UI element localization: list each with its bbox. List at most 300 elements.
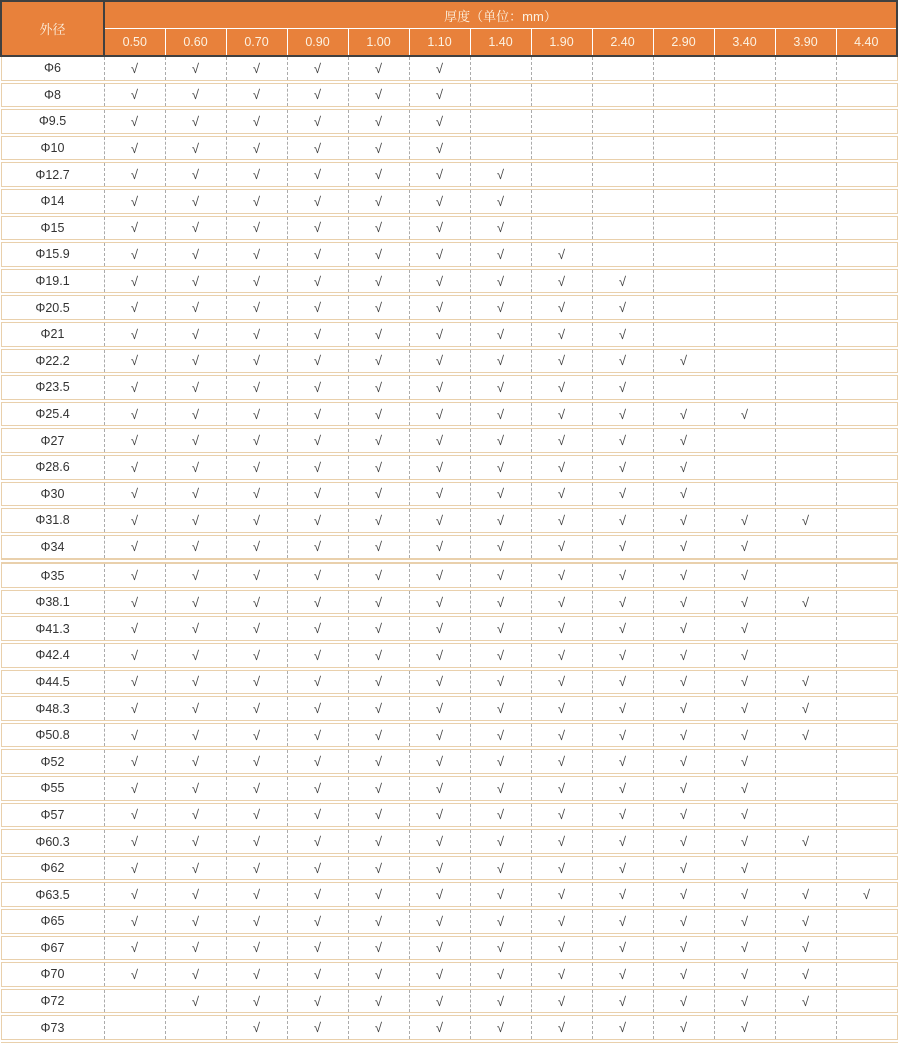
diameter-label: Φ34 <box>1 534 104 562</box>
availability-check-cell: √ <box>287 56 348 82</box>
availability-check-cell: √ <box>165 828 226 855</box>
availability-empty-cell <box>592 135 653 162</box>
thickness-column-header: 3.90 <box>775 29 836 57</box>
thickness-column-header: 2.40 <box>592 29 653 57</box>
availability-empty-cell <box>714 427 775 454</box>
availability-check-cell: √ <box>104 241 165 268</box>
availability-check-cell: √ <box>409 241 470 268</box>
availability-check-cell: √ <box>348 188 409 215</box>
availability-empty-cell <box>714 374 775 401</box>
availability-check-cell: √ <box>714 561 775 589</box>
availability-check-cell: √ <box>470 828 531 855</box>
availability-empty-cell <box>592 161 653 188</box>
availability-check-cell: √ <box>409 534 470 562</box>
availability-empty-cell <box>836 268 897 295</box>
availability-empty-cell <box>714 135 775 162</box>
availability-empty-cell <box>836 215 897 242</box>
availability-check-cell: √ <box>104 135 165 162</box>
availability-check-cell: √ <box>226 642 287 669</box>
availability-check-cell: √ <box>348 108 409 135</box>
diameter-label: Φ15.9 <box>1 241 104 268</box>
availability-check-cell: √ <box>165 215 226 242</box>
table-row <box>1 961 897 988</box>
availability-empty-cell <box>775 268 836 295</box>
availability-check-cell: √ <box>531 1014 592 1041</box>
availability-check-cell: √ <box>348 695 409 722</box>
availability-check-cell: √ <box>409 855 470 882</box>
availability-check-cell: √ <box>348 748 409 775</box>
availability-empty-cell <box>592 82 653 109</box>
availability-empty-cell <box>836 481 897 508</box>
availability-check-cell: √ <box>592 401 653 428</box>
availability-check-cell: √ <box>226 427 287 454</box>
availability-check-cell: √ <box>165 108 226 135</box>
table-row <box>1 454 897 481</box>
availability-check-cell: √ <box>287 401 348 428</box>
availability-empty-cell <box>775 401 836 428</box>
availability-check-cell: √ <box>287 454 348 481</box>
availability-check-cell: √ <box>470 589 531 616</box>
availability-check-cell: √ <box>165 82 226 109</box>
availability-check-cell: √ <box>165 722 226 749</box>
availability-check-cell: √ <box>226 775 287 802</box>
availability-empty-cell <box>714 241 775 268</box>
availability-empty-cell <box>775 534 836 562</box>
availability-check-cell: √ <box>226 589 287 616</box>
availability-check-cell: √ <box>104 881 165 908</box>
availability-check-cell: √ <box>409 108 470 135</box>
availability-check-cell: √ <box>653 722 714 749</box>
availability-check-cell: √ <box>287 427 348 454</box>
availability-check-cell: √ <box>104 589 165 616</box>
availability-check-cell: √ <box>653 561 714 589</box>
availability-check-cell: √ <box>348 1014 409 1041</box>
availability-check-cell: √ <box>409 775 470 802</box>
availability-check-cell: √ <box>470 241 531 268</box>
diameter-label: Φ38.1 <box>1 589 104 616</box>
table-row <box>1 161 897 188</box>
availability-check-cell: √ <box>470 427 531 454</box>
availability-check-cell: √ <box>104 748 165 775</box>
availability-check-cell: √ <box>104 268 165 295</box>
diameter-label: Φ63.5 <box>1 881 104 908</box>
availability-check-cell: √ <box>714 695 775 722</box>
availability-check-cell: √ <box>775 881 836 908</box>
availability-check-cell: √ <box>775 961 836 988</box>
availability-check-cell: √ <box>531 427 592 454</box>
availability-check-cell: √ <box>165 748 226 775</box>
availability-check-cell: √ <box>653 775 714 802</box>
availability-check-cell: √ <box>165 642 226 669</box>
availability-empty-cell <box>775 454 836 481</box>
availability-empty-cell <box>714 294 775 321</box>
diameter-label: Φ12.7 <box>1 161 104 188</box>
availability-check-cell: √ <box>348 534 409 562</box>
availability-check-cell: √ <box>409 268 470 295</box>
availability-check-cell: √ <box>226 135 287 162</box>
availability-check-cell: √ <box>287 855 348 882</box>
availability-check-cell: √ <box>714 988 775 1015</box>
availability-check-cell: √ <box>592 855 653 882</box>
availability-empty-cell <box>714 56 775 82</box>
thickness-column-header: 1.40 <box>470 29 531 57</box>
thickness-column-header: 2.90 <box>653 29 714 57</box>
availability-empty-cell <box>592 241 653 268</box>
availability-check-cell: √ <box>165 374 226 401</box>
diameter-column-header: 外径 <box>1 1 104 56</box>
availability-check-cell: √ <box>592 961 653 988</box>
availability-check-cell: √ <box>348 135 409 162</box>
availability-check-cell: √ <box>714 669 775 696</box>
availability-empty-cell <box>775 108 836 135</box>
availability-check-cell: √ <box>348 348 409 375</box>
availability-check-cell: √ <box>104 374 165 401</box>
availability-check-cell: √ <box>653 988 714 1015</box>
availability-check-cell: √ <box>104 908 165 935</box>
availability-check-cell: √ <box>226 294 287 321</box>
availability-empty-cell <box>775 82 836 109</box>
availability-check-cell: √ <box>653 828 714 855</box>
availability-check-cell: √ <box>287 828 348 855</box>
availability-check-cell: √ <box>470 481 531 508</box>
availability-check-cell: √ <box>165 935 226 962</box>
diameter-label: Φ73 <box>1 1014 104 1041</box>
availability-check-cell: √ <box>287 908 348 935</box>
availability-check-cell: √ <box>104 802 165 829</box>
availability-check-cell: √ <box>470 1014 531 1041</box>
availability-check-cell: √ <box>287 268 348 295</box>
availability-empty-cell <box>775 135 836 162</box>
availability-check-cell: √ <box>348 561 409 589</box>
availability-check-cell: √ <box>409 294 470 321</box>
availability-check-cell: √ <box>287 881 348 908</box>
availability-check-cell: √ <box>592 802 653 829</box>
availability-check-cell: √ <box>165 241 226 268</box>
availability-check-cell: √ <box>104 695 165 722</box>
availability-check-cell: √ <box>104 561 165 589</box>
availability-check-cell: √ <box>409 507 470 534</box>
availability-empty-cell <box>775 561 836 589</box>
availability-check-cell: √ <box>287 775 348 802</box>
availability-check-cell: √ <box>287 82 348 109</box>
table-row <box>1 427 897 454</box>
availability-empty-cell <box>592 56 653 82</box>
availability-empty-cell <box>531 108 592 135</box>
availability-check-cell: √ <box>470 188 531 215</box>
availability-empty-cell <box>775 642 836 669</box>
availability-check-cell: √ <box>287 161 348 188</box>
availability-check-cell: √ <box>592 374 653 401</box>
diameter-label: Φ35 <box>1 561 104 589</box>
table-row <box>1 268 897 295</box>
availability-check-cell: √ <box>714 507 775 534</box>
table-row <box>1 881 897 908</box>
availability-check-cell: √ <box>226 908 287 935</box>
availability-check-cell: √ <box>348 775 409 802</box>
availability-check-cell: √ <box>531 348 592 375</box>
availability-check-cell: √ <box>348 881 409 908</box>
availability-check-cell: √ <box>226 722 287 749</box>
availability-empty-cell <box>714 161 775 188</box>
availability-check-cell: √ <box>287 108 348 135</box>
availability-check-cell: √ <box>348 722 409 749</box>
availability-check-cell: √ <box>592 988 653 1015</box>
availability-empty-cell <box>775 855 836 882</box>
thickness-column-header: 3.40 <box>714 29 775 57</box>
availability-check-cell: √ <box>287 748 348 775</box>
availability-check-cell: √ <box>287 507 348 534</box>
availability-check-cell: √ <box>226 321 287 348</box>
availability-check-cell: √ <box>531 775 592 802</box>
availability-check-cell: √ <box>409 589 470 616</box>
diameter-label: Φ67 <box>1 935 104 962</box>
availability-check-cell: √ <box>226 961 287 988</box>
availability-check-cell: √ <box>226 268 287 295</box>
availability-check-cell: √ <box>104 401 165 428</box>
availability-check-cell: √ <box>470 775 531 802</box>
availability-check-cell: √ <box>104 775 165 802</box>
availability-empty-cell <box>836 988 897 1015</box>
availability-check-cell: √ <box>592 695 653 722</box>
availability-check-cell: √ <box>470 748 531 775</box>
availability-check-cell: √ <box>409 748 470 775</box>
availability-check-cell: √ <box>409 669 470 696</box>
availability-empty-cell <box>836 294 897 321</box>
availability-empty-cell <box>653 108 714 135</box>
availability-check-cell: √ <box>348 268 409 295</box>
table-row <box>1 828 897 855</box>
thickness-column-header: 0.50 <box>104 29 165 57</box>
availability-check-cell: √ <box>714 1014 775 1041</box>
availability-check-cell: √ <box>653 615 714 642</box>
availability-empty-cell <box>836 589 897 616</box>
availability-check-cell: √ <box>104 108 165 135</box>
availability-check-cell: √ <box>226 615 287 642</box>
availability-check-cell: √ <box>653 534 714 562</box>
availability-check-cell: √ <box>653 935 714 962</box>
diameter-label: Φ15 <box>1 215 104 242</box>
availability-check-cell: √ <box>714 589 775 616</box>
availability-check-cell: √ <box>348 615 409 642</box>
availability-check-cell: √ <box>348 215 409 242</box>
availability-check-cell: √ <box>104 935 165 962</box>
table-row <box>1 669 897 696</box>
availability-check-cell: √ <box>165 268 226 295</box>
availability-empty-cell <box>470 135 531 162</box>
availability-check-cell: √ <box>592 321 653 348</box>
table-row <box>1 775 897 802</box>
availability-empty-cell <box>775 427 836 454</box>
availability-empty-cell <box>836 108 897 135</box>
availability-check-cell: √ <box>592 748 653 775</box>
availability-check-cell: √ <box>470 935 531 962</box>
availability-empty-cell <box>714 321 775 348</box>
availability-check-cell: √ <box>165 454 226 481</box>
diameter-label: Φ23.5 <box>1 374 104 401</box>
availability-check-cell: √ <box>592 589 653 616</box>
availability-check-cell: √ <box>775 828 836 855</box>
availability-check-cell: √ <box>165 988 226 1015</box>
availability-check-cell: √ <box>226 454 287 481</box>
diameter-label: Φ41.3 <box>1 615 104 642</box>
availability-check-cell: √ <box>165 908 226 935</box>
availability-check-cell: √ <box>287 988 348 1015</box>
availability-check-cell: √ <box>287 695 348 722</box>
availability-empty-cell <box>836 775 897 802</box>
availability-check-cell: √ <box>470 348 531 375</box>
availability-check-cell: √ <box>348 507 409 534</box>
availability-check-cell: √ <box>226 188 287 215</box>
availability-empty-cell <box>836 56 897 82</box>
table-row <box>1 294 897 321</box>
availability-check-cell: √ <box>409 881 470 908</box>
availability-check-cell: √ <box>531 722 592 749</box>
availability-empty-cell <box>836 507 897 534</box>
availability-check-cell: √ <box>165 695 226 722</box>
availability-empty-cell <box>775 481 836 508</box>
availability-empty-cell <box>653 188 714 215</box>
thickness-column-header: 0.90 <box>287 29 348 57</box>
availability-check-cell: √ <box>714 961 775 988</box>
availability-empty-cell <box>775 374 836 401</box>
availability-check-cell: √ <box>531 321 592 348</box>
availability-check-cell: √ <box>165 615 226 642</box>
availability-empty-cell <box>836 748 897 775</box>
availability-check-cell: √ <box>409 481 470 508</box>
availability-check-cell: √ <box>409 615 470 642</box>
availability-check-cell: √ <box>104 507 165 534</box>
diameter-label: Φ57 <box>1 802 104 829</box>
availability-check-cell: √ <box>226 401 287 428</box>
table-row <box>1 507 897 534</box>
availability-check-cell: √ <box>226 534 287 562</box>
diameter-label: Φ14 <box>1 188 104 215</box>
availability-check-cell: √ <box>714 775 775 802</box>
availability-check-cell: √ <box>165 507 226 534</box>
availability-empty-cell <box>836 561 897 589</box>
availability-check-cell: √ <box>348 961 409 988</box>
availability-check-cell: √ <box>409 161 470 188</box>
availability-check-cell: √ <box>348 401 409 428</box>
availability-empty-cell <box>104 988 165 1015</box>
availability-check-cell: √ <box>470 695 531 722</box>
availability-empty-cell <box>531 161 592 188</box>
availability-check-cell: √ <box>592 642 653 669</box>
availability-check-cell: √ <box>165 855 226 882</box>
thickness-column-header: 1.90 <box>531 29 592 57</box>
thickness-values-row <box>1 29 897 57</box>
diameter-label: Φ72 <box>1 988 104 1015</box>
availability-empty-cell <box>714 188 775 215</box>
availability-check-cell: √ <box>531 481 592 508</box>
availability-check-cell: √ <box>470 268 531 295</box>
availability-check-cell: √ <box>348 321 409 348</box>
availability-check-cell: √ <box>165 961 226 988</box>
availability-check-cell: √ <box>775 722 836 749</box>
availability-check-cell: √ <box>348 427 409 454</box>
availability-empty-cell <box>836 722 897 749</box>
availability-empty-cell <box>775 775 836 802</box>
availability-check-cell: √ <box>531 961 592 988</box>
availability-check-cell: √ <box>470 722 531 749</box>
table-row <box>1 935 897 962</box>
availability-check-cell: √ <box>226 507 287 534</box>
availability-check-cell: √ <box>104 828 165 855</box>
availability-empty-cell <box>714 454 775 481</box>
availability-empty-cell <box>653 56 714 82</box>
availability-check-cell: √ <box>531 908 592 935</box>
diameter-label: Φ60.3 <box>1 828 104 855</box>
availability-check-cell: √ <box>409 695 470 722</box>
availability-check-cell: √ <box>226 748 287 775</box>
table-row <box>1 82 897 109</box>
table-row <box>1 695 897 722</box>
availability-check-cell: √ <box>775 988 836 1015</box>
availability-check-cell: √ <box>226 348 287 375</box>
table-row <box>1 642 897 669</box>
availability-check-cell: √ <box>287 1014 348 1041</box>
availability-check-cell: √ <box>714 881 775 908</box>
availability-check-cell: √ <box>531 642 592 669</box>
availability-empty-cell <box>775 215 836 242</box>
availability-check-cell: √ <box>226 56 287 82</box>
availability-check-cell: √ <box>592 908 653 935</box>
availability-empty-cell <box>531 215 592 242</box>
availability-check-cell: √ <box>287 589 348 616</box>
availability-check-cell: √ <box>714 748 775 775</box>
availability-check-cell: √ <box>165 188 226 215</box>
availability-check-cell: √ <box>470 961 531 988</box>
availability-check-cell: √ <box>592 534 653 562</box>
availability-empty-cell <box>836 615 897 642</box>
availability-check-cell: √ <box>470 321 531 348</box>
availability-check-cell: √ <box>714 401 775 428</box>
availability-check-cell: √ <box>226 161 287 188</box>
availability-empty-cell <box>836 961 897 988</box>
availability-check-cell: √ <box>104 961 165 988</box>
availability-check-cell: √ <box>165 589 226 616</box>
availability-check-cell: √ <box>531 881 592 908</box>
availability-empty-cell <box>836 188 897 215</box>
availability-empty-cell <box>836 642 897 669</box>
availability-empty-cell <box>714 215 775 242</box>
table-row <box>1 1014 897 1041</box>
availability-empty-cell <box>775 188 836 215</box>
availability-check-cell: √ <box>348 374 409 401</box>
availability-check-cell: √ <box>348 481 409 508</box>
table-row <box>1 855 897 882</box>
availability-check-cell: √ <box>226 561 287 589</box>
availability-check-cell: √ <box>470 374 531 401</box>
availability-check-cell: √ <box>714 534 775 562</box>
availability-check-cell: √ <box>592 454 653 481</box>
availability-check-cell: √ <box>714 722 775 749</box>
availability-empty-cell <box>775 161 836 188</box>
diameter-label: Φ52 <box>1 748 104 775</box>
table-row <box>1 908 897 935</box>
availability-empty-cell <box>714 268 775 295</box>
availability-check-cell: √ <box>653 881 714 908</box>
availability-empty-cell <box>836 669 897 696</box>
availability-check-cell: √ <box>592 348 653 375</box>
diameter-label: Φ65 <box>1 908 104 935</box>
availability-empty-cell <box>714 481 775 508</box>
availability-check-cell: √ <box>287 321 348 348</box>
availability-check-cell: √ <box>592 881 653 908</box>
availability-check-cell: √ <box>165 161 226 188</box>
header-group-row <box>1 1 897 29</box>
availability-check-cell: √ <box>470 642 531 669</box>
